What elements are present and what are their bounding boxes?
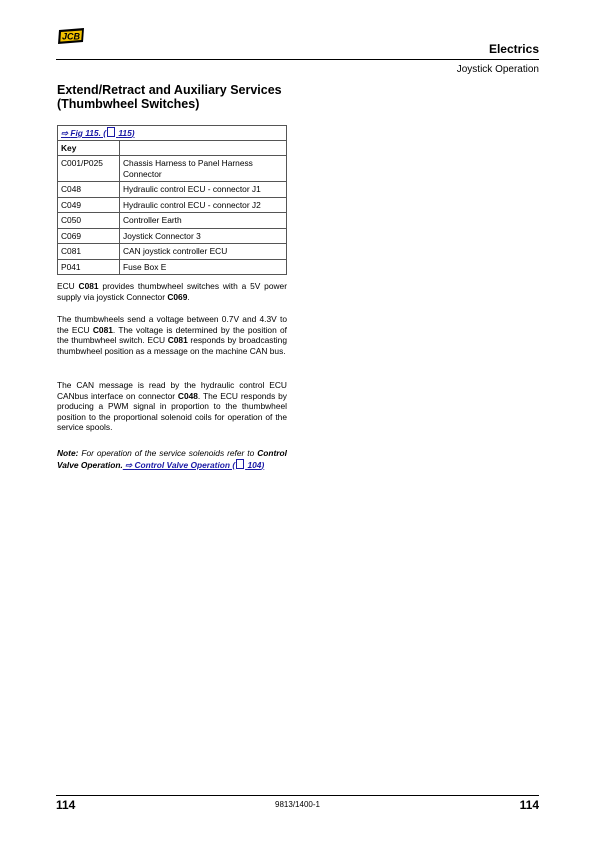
table-row [58, 259, 287, 275]
header-divider [56, 59, 539, 60]
page-icon [107, 127, 115, 137]
table-row [58, 156, 287, 182]
footer-divider [56, 795, 539, 796]
jcb-logo [56, 27, 86, 45]
page-heading: Extend/Retract and Auxiliary Services (Thumbwheel Switches) [57, 83, 282, 111]
row-description: Hydraulic control ECU - connector J1 [120, 182, 287, 198]
table-row [58, 197, 287, 213]
table-row [58, 228, 287, 244]
note-paragraph: Note: For operation of the service solenoids refer to Control Valve Operation. ⇨ Control Valve Operation ( 104) [57, 448, 287, 470]
figure-reference-row [58, 126, 287, 141]
page-number-left: 114 [56, 798, 76, 812]
page-icon [236, 459, 244, 469]
table-row [58, 213, 287, 229]
table-row [58, 182, 287, 198]
logo-text: JCB [61, 31, 81, 42]
page-number-right: 114 [519, 798, 539, 812]
arrow-icon: ⇨ [61, 128, 69, 138]
subsection-title: Joystick Operation [456, 64, 539, 75]
arrow-icon: ⇨ [122, 459, 135, 470]
paragraph-thumbwheel-voltage: The thumbwheels send a voltage between 0.7V and 4.3V to the ECU C081. The voltage is determined by the position of the thumbwheel switch. ECU C081 responds by broadcasting thumbwheel position as a message on the machine CAN bus. [57, 314, 287, 356]
section-title: Electrics [488, 42, 539, 56]
row-code: C050 [58, 213, 120, 229]
row-code: C049 [58, 197, 120, 213]
row-description: CAN joystick controller ECU [120, 244, 287, 260]
control-valve-operation-link[interactable]: ⇨ Control Valve Operation ( 104) [122, 459, 265, 470]
row-code: C048 [58, 182, 120, 198]
row-description: Chassis Harness to Panel Harness Connector [120, 156, 287, 182]
row-code: C081 [58, 244, 120, 260]
row-code: C069 [58, 228, 120, 244]
paragraph-can-message: The CAN message is read by the hydraulic control ECU CANbus interface on connector C048. The ECU responds by producing a PWM signal in proportion to the thumbwheel position to the proportional solenoid coils for operation of the service spools. [57, 380, 287, 433]
note-label: Note: [57, 448, 79, 458]
paragraph-ecu-supply: ECU C081 provides thumbwheel switches with a 5V power supply via joystick Connector C069. [57, 281, 287, 302]
row-description: Fuse Box E [120, 259, 287, 275]
row-code: C001/P025 [58, 156, 120, 182]
table-header-row [58, 140, 287, 156]
table-row [58, 244, 287, 260]
row-code: P041 [58, 259, 120, 275]
document-number: 9813/1400-1 [275, 800, 320, 809]
key-header: Key [58, 140, 120, 156]
row-description: Hydraulic control ECU - connector J2 [120, 197, 287, 213]
row-description: Joystick Connector 3 [120, 228, 287, 244]
figure-link[interactable]: ⇨ Fig 115. ( 115) [61, 128, 135, 138]
row-description: Controller Earth [120, 213, 287, 229]
key-table [57, 125, 287, 275]
